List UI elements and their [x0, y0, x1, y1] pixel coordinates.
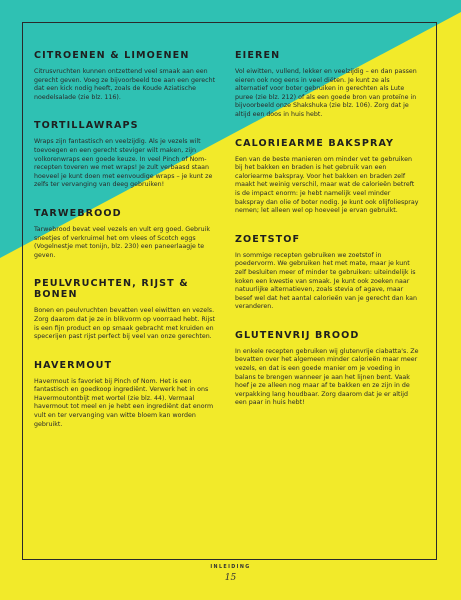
section-title: PEULVRUCHTEN, RIJST & BONEN [34, 278, 189, 301]
section-title: HAVERMOUT [34, 359, 113, 371]
section-body: Havermout is favoriet bij Pinch of Nom. Het is een fantastisch en goedkoop ingrediënt. Verwerk het in ons Havermoutontbijt met wortel (zie blz. 44). Vermaal havermout tot meel en je hebt een ingrediënt dat enorm vult en ter vervanging van witte bloem kan worden gebruikt. [34, 377, 214, 428]
page-number: 15 [224, 573, 237, 583]
section-title: TORTILLAWRAPS [34, 120, 139, 132]
section-title: GLUTENVRIJ BROOD [235, 329, 360, 341]
section-citroenen [34, 50, 218, 102]
section-bakspray [235, 138, 419, 216]
section-eieren [235, 50, 419, 120]
section-body: Citrusvruchten kunnen ontzettend veel smaak aan een gerecht geven. Voeg ze bijvoorbeeld toe aan een gerecht dat een kick nodig heeft, zoals de Koude Aziatische noedelsalade (zie blz. 116). [34, 68, 216, 101]
section-glutenvrij-brood [235, 330, 419, 408]
section-zoetstof [235, 234, 419, 312]
section-havermout [34, 360, 218, 430]
section-title: EIEREN [235, 50, 281, 61]
section-peulvruchten [34, 278, 218, 341]
section-body: In enkele recepten gebruiken wij glutenvrije ciabatta's. Ze bevatten over het algemeen minder calorieën maar meer vezels, en dat is een goede manier om je voeding in balans te brengen wanneer je aan het lijnen bent. Vaak hoef je ze alleen nog maar af te bakken en ze zijn in de verpakking lang houdbaar. Zorg daarom dat je er altijd een paar in huis hebt! [235, 347, 419, 407]
section-title: ZOETSTOF [235, 233, 301, 245]
section-body: Wraps zijn fantastisch en veelzijdig. Als je vezels wilt toevoegen en een gerecht steviger wilt maken, zijn volkorenwraps een goede keuze. In veel Pinch of Nom-recepten toveren we met wraps! Je zult verbaasd staan hoeveel je kunt doen met eenvoudige wraps – je kunt ze zelfs ter vervanging van deeg gebruiken! [34, 138, 213, 189]
section-body: In sommige recepten gebruiken we zoetstof in poedervorm. We gebruiken het met mate, maar je kunt zelf besluiten meer of minder te gebruiken: uiteindelijk is koken een kwestie van smaak. Je kunt ook zoeken naar natuurlijke alternatieven, zoals stevia of agave, maar besef wel dat het aantal calorieën van je gerecht dan kan veranderen. [235, 251, 418, 311]
right-column [235, 50, 419, 426]
section-title: CALORIEARME BAKSPRAY [235, 137, 395, 149]
section-tarwebrood [34, 208, 218, 260]
section-body: Vol eiwitten, vullend, lekker en veelzijdig – en dan passen eieren ook nog eens in veel diëten. Je kunt ze als alternatief voor boter gebruiken in gerechten als Lute puree (zie blz. 212) of als een goede bron van proteïne in bijvoorbeeld onze Shakshuka (zie blz. 106). Zorg dat je altijd een doos in huis hebt. [235, 68, 417, 118]
section-body: Een van de beste manieren om minder vet te gebruiken bij het bakken en braden is het gebruik van een caloriearme bakspray. Voor het bakken en braden zelf maakt het weinig verschil, maar wat de calorieën betreft is de impact enorm: je hebt namelijk veel minder bakspray dan olie of boter nodig. Je kunt ook olijfoliespray nemen; let alleen wel op hoeveel je ervan gebruikt. [235, 155, 419, 215]
left-column [34, 50, 218, 447]
section-body: Bonen en peulvruchten bevatten veel eiwitten en vezels. Zorg daarom dat je ze in blikvorm op voorraad hebt. Rijst is een fijn product en op smaak gebracht met kruiden en specerijen past rijst perfect bij veel van onze gerechten. [34, 307, 216, 341]
section-body: Tarwebrood bevat veel vezels en vult erg goed. Gebruik sneetjes of verkruimel het om vlees of Scotch eggs (Vogelnestje met tonijn, blz. 230) een paneerlaagje te geven. [34, 225, 210, 259]
section-tortillawraps [34, 120, 218, 190]
footer-chapter-label: INLEIDING [210, 565, 251, 570]
section-title: TARWEBROOD [34, 207, 122, 219]
section-title: CITROENEN & LIMOENEN [34, 50, 190, 61]
